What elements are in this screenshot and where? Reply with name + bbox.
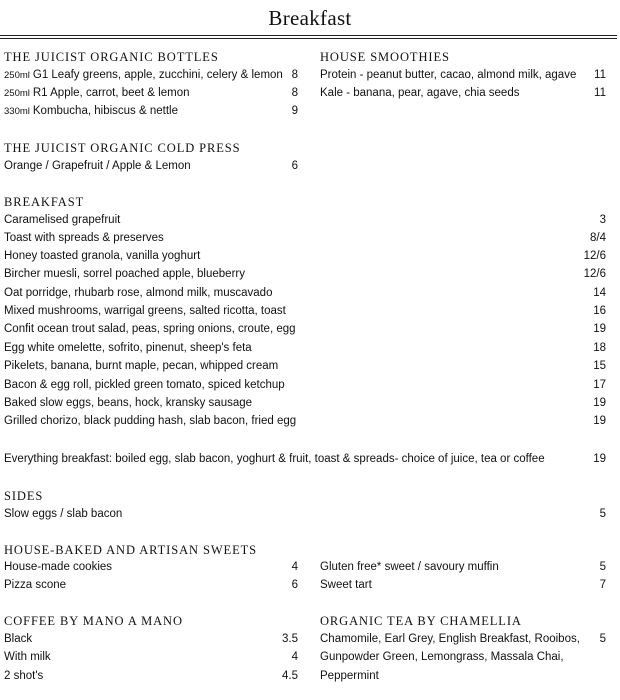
item-price: 5	[599, 561, 606, 573]
section-heading-sides: SIDES	[4, 489, 44, 503]
item-price: 12/6	[583, 268, 606, 280]
item-name: Baked slow eggs, beans, hock, kransky sausage	[4, 397, 253, 409]
section-heading-breakfast: BREAKFAST	[4, 195, 85, 209]
item-name: Slow eggs / slab bacon	[4, 508, 123, 520]
menu-item	[4, 505, 606, 523]
menu-item	[4, 667, 298, 685]
item-price: 4	[291, 561, 298, 573]
item-name: Toast with spreads & preserves	[4, 232, 164, 244]
title-rule-top	[0, 35, 617, 36]
item-price: 4.5	[282, 670, 298, 682]
item-name: Honey toasted granola, vanilla yoghurt	[4, 250, 201, 262]
menu-item	[4, 648, 298, 666]
menu-item	[4, 211, 606, 229]
item-price: 8	[291, 69, 298, 81]
item-name: Pizza scone	[4, 579, 67, 591]
menu-item	[4, 558, 298, 576]
section-heading-bottles: THE JUICIST ORGANIC BOTTLES	[4, 50, 219, 64]
item-price: 7	[599, 579, 606, 591]
item-price: 6	[291, 160, 298, 172]
menu-item	[4, 302, 606, 320]
item-name: Kombucha, hibiscus & nettle	[32, 105, 178, 117]
item-price: 14	[593, 287, 606, 299]
item-price: 11	[594, 87, 606, 99]
item-name: Pikelets, banana, burnt maple, pecan, whipped cream	[4, 360, 279, 372]
menu-item-tea	[320, 630, 606, 648]
item-price: 12/6	[583, 250, 606, 262]
item-price: 19	[593, 397, 606, 409]
menu-item	[4, 630, 298, 648]
page-title: Breakfast	[268, 6, 352, 30]
menu-item	[4, 247, 606, 265]
item-volume: 250ml	[4, 70, 30, 81]
menu-item	[4, 229, 606, 247]
item-name: Egg white omelette, sofrito, pinenut, sheep's feta	[4, 342, 252, 354]
menu-item	[320, 84, 606, 102]
item-price: 8/4	[590, 232, 606, 244]
menu-item	[320, 576, 606, 594]
menu-item-everything-breakfast	[4, 450, 606, 468]
menu-item	[4, 357, 606, 375]
title-rule-bottom	[0, 38, 617, 39]
menu-item	[4, 412, 606, 430]
item-price: 11	[594, 69, 606, 81]
item-volume: 330ml	[4, 106, 30, 117]
item-price: 8	[291, 87, 298, 99]
menu-item	[4, 394, 606, 412]
item-volume: 250ml	[4, 88, 30, 99]
item-name: Sweet tart	[320, 579, 372, 591]
tea-line: Peppermint	[320, 670, 379, 682]
item-name: Grilled chorizo, black pudding hash, slab bacon, fried egg	[4, 415, 297, 427]
item-name: Kale - banana, pear, agave, chia seeds	[320, 87, 520, 99]
item-name: 2 shot's	[4, 670, 44, 682]
item-price: 19	[593, 453, 606, 465]
section-heading-sweets: HOUSE-BAKED AND ARTISAN SWEETS	[4, 543, 257, 557]
item-name: Gluten free* sweet / savoury muffin	[320, 561, 499, 573]
tea-line: Gunpowder Green, Lemongrass, Massala Chai,	[320, 651, 564, 663]
item-price: 16	[593, 305, 606, 317]
menu-item	[4, 157, 298, 175]
item-price: 15	[593, 360, 606, 372]
item-name: Oat porridge, rhubarb rose, almond milk, muscavado	[4, 287, 273, 299]
menu-item	[320, 558, 606, 576]
menu-item	[4, 284, 606, 302]
menu-item	[320, 66, 606, 84]
menu-item	[4, 339, 606, 357]
item-name: With milk	[4, 651, 51, 663]
menu-item	[4, 66, 298, 84]
item-price: 6	[291, 579, 298, 591]
item-price: 9	[291, 105, 298, 117]
item-name: Orange / Grapefruit / Apple & Lemon	[4, 160, 191, 172]
section-heading-coffee: COFFEE BY MANO A MANO	[4, 614, 183, 628]
item-price: 17	[593, 379, 606, 391]
menu-item	[4, 320, 606, 338]
item-price: 3	[599, 214, 606, 226]
menu-item	[4, 576, 298, 594]
menu-item	[4, 102, 298, 120]
item-name: Black	[4, 633, 33, 645]
item-name: Mixed mushrooms, warrigal greens, salted ricotta, toast	[4, 305, 286, 317]
item-name: House-made cookies	[4, 561, 113, 573]
title-bar	[0, 0, 620, 36]
item-name: Bacon & egg roll, pickled green tomato, spiced ketchup	[4, 379, 285, 391]
section-heading-cold-press: THE JUICIST ORGANIC COLD PRESS	[4, 141, 241, 155]
item-name: Bircher muesli, sorrel poached apple, blueberry	[4, 268, 245, 280]
section-heading-smoothies: HOUSE SMOOTHIES	[320, 50, 450, 64]
section-heading-tea: ORGANIC TEA BY CHAMELLIA	[320, 614, 522, 628]
item-price: 5	[599, 508, 606, 520]
item-price: 4	[291, 651, 298, 663]
item-name: Everything breakfast: boiled egg, slab bacon, yoghurt & fruit, toast & spreads- choice of juice, tea or coffee	[4, 453, 545, 465]
menu-item	[4, 265, 606, 283]
item-name: Confit ocean trout salad, peas, spring onions, croute, egg	[4, 323, 296, 335]
item-price: 3.5	[282, 633, 298, 645]
item-name: G1 Leafy greens, apple, zucchini, celery & lemon	[32, 69, 283, 81]
item-price: 18	[593, 342, 606, 354]
item-price: 19	[593, 323, 606, 335]
menu-item	[4, 376, 606, 394]
item-name: Protein - peanut butter, cacao, almond milk, agave	[320, 69, 577, 81]
item-price: 19	[593, 415, 606, 427]
menu-item	[4, 84, 298, 102]
item-name: Caramelised grapefruit	[4, 214, 121, 226]
item-name: Chamomile, Earl Grey, English Breakfast, Rooibos,	[320, 633, 580, 645]
item-price: 5	[599, 633, 606, 645]
item-name: R1 Apple, carrot, beet & lemon	[32, 87, 190, 99]
